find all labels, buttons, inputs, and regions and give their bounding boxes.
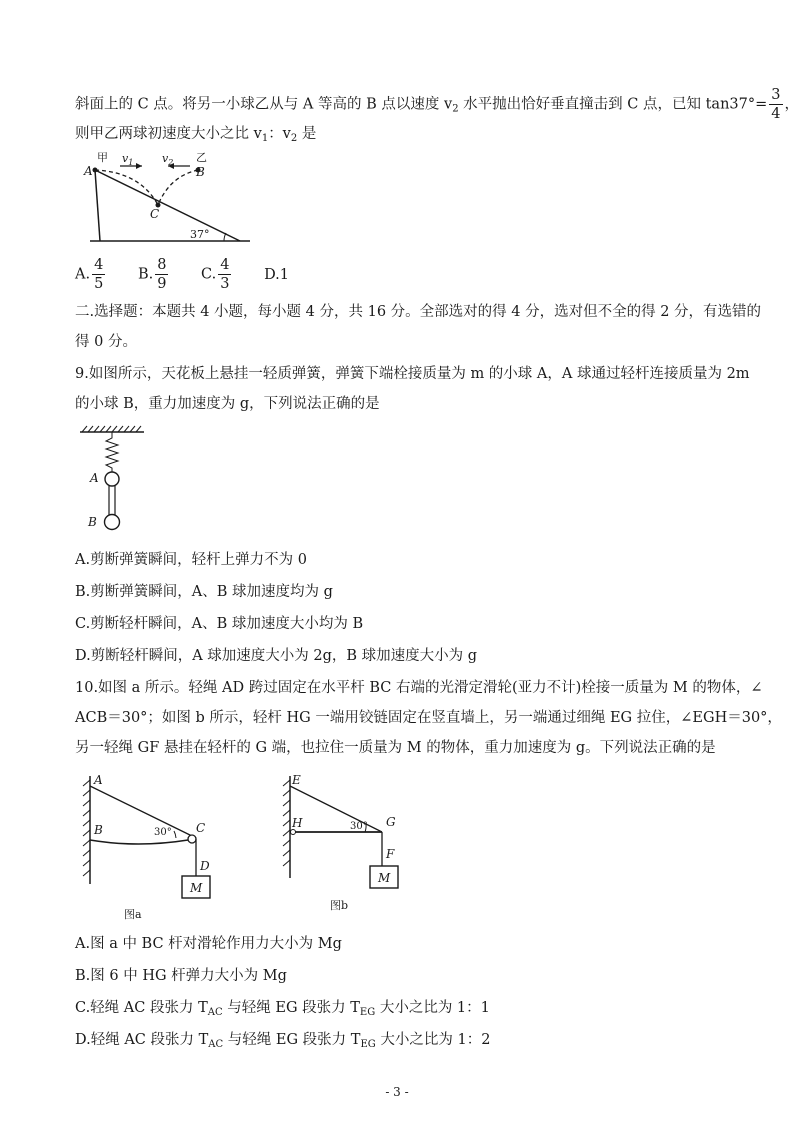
label-H: H bbox=[292, 816, 303, 830]
q8-line-1: 斜面上的 C 点。将另一小球乙从与 A 等高的 B 点以速度 $v_2$ 水平抛出恰好垂直撞击到 C 点，已知 tan37°= $\frac{3}{4}$ ， bbox=[75, 87, 799, 122]
q8-option-b: B. $\frac{8}{9}$ bbox=[137, 257, 167, 292]
q10-line-3: 另一轻绳 GF 悬挂在轻杆的 G 端，也拉住一质量为 M 的物体，重力加速度为 g。下列说法正确的是 bbox=[75, 740, 716, 756]
q9-option-a: A.剪断弹簧瞬间，轻杆上弹力不为 0 bbox=[75, 552, 307, 568]
label-A: A bbox=[84, 164, 93, 178]
caption-a: 图a bbox=[124, 908, 142, 921]
q10-option-d: D.轻绳 AC 段张力 $T_{AC}$ 与轻绳 EG 段张力 $T_{EG}$ 大小之比为 1：2 bbox=[75, 1032, 491, 1050]
q10-figure-a bbox=[78, 772, 238, 924]
label-A: A bbox=[94, 773, 103, 787]
q9-line-1: 9.如图所示，天花板上悬挂一轻质弹簧，弹簧下端栓接质量为 m 的小球 A，A 球通过轻杆连接质量为 2m bbox=[75, 366, 750, 382]
section2-line-2: 得 0 分。 bbox=[75, 334, 137, 350]
q9-spring-figure bbox=[80, 424, 160, 536]
q10-figure-b bbox=[278, 772, 408, 912]
section2-line-1: 二.选择题：本题共 4 小题，每小题 4 分，共 16 分。全部选对的得 4 分，选对但不全的得 2 分，有选错的 bbox=[75, 304, 762, 320]
label-A: A bbox=[90, 471, 99, 485]
label-G: G bbox=[386, 815, 396, 829]
q10-option-a: A.图 a 中 BC 杆对滑轮作用力大小为 Mg bbox=[75, 936, 342, 952]
q10-line-2: ACB＝30°；如图 b 所示，轻杆 HG 一端用铰链固定在竖直墙上，另一端通过细绳 EG 拉住，∠EGH＝30°， bbox=[75, 710, 782, 726]
q9-option-d: D.剪断轻杆瞬间，A 球加速度大小为 2g，B 球加速度大小为 g bbox=[75, 648, 478, 664]
label-D: D bbox=[200, 859, 210, 873]
q8-options bbox=[75, 256, 315, 293]
q8-option-c: C. $\frac{4}{3}$ bbox=[201, 257, 230, 292]
q8-line-2: 则甲乙两球初速度大小之比 $v_1$：$v_2$ 是 bbox=[75, 126, 317, 144]
q10-line-1: 10.如图 a 所示。轻绳 AD 跨过固定在水平杆 BC 右端的光滑定滑轮(亚力不计)栓接一质量为 M 的物体，∠ bbox=[75, 680, 763, 696]
label-30deg: 30° bbox=[350, 821, 368, 832]
label-v1: $v_1$ bbox=[122, 152, 134, 167]
label-yi: 乙 bbox=[196, 151, 207, 164]
label-C: C bbox=[150, 207, 160, 221]
q8-option-a: A. $\frac{4}{5}$ bbox=[75, 257, 104, 292]
q9-line-2: 的小球 B，重力加速度为 g，下列说法正确的是 bbox=[75, 396, 380, 412]
label-B: B bbox=[196, 165, 205, 179]
label-B: B bbox=[94, 823, 103, 837]
q9-option-c: C.剪断轻杆瞬间，A、B 球加速度大小均为 B bbox=[75, 616, 364, 632]
label-v2: $v_2$ bbox=[162, 152, 174, 167]
label-M: M bbox=[190, 881, 203, 895]
q8-projectile-figure bbox=[80, 148, 260, 248]
label-37deg: 37° bbox=[190, 228, 210, 241]
label-B: B bbox=[88, 515, 97, 529]
page-number: - 3 - bbox=[385, 1085, 409, 1099]
tan-fraction: $\frac{3}{4}$ bbox=[771, 87, 781, 122]
label-F: F bbox=[386, 847, 395, 861]
label-30deg: 30° bbox=[154, 827, 172, 838]
q10-option-c: C.轻绳 AC 段张力 $T_{AC}$ 与轻绳 EG 段张力 $T_{EG}$ 大小之比为 1：1 bbox=[75, 1000, 490, 1018]
label-M: M bbox=[378, 871, 391, 885]
q9-option-b: B.剪断弹簧瞬间，A、B 球加速度均为 g bbox=[75, 584, 333, 600]
label-jia: 甲 bbox=[97, 151, 108, 164]
q10-option-b: B.图 6 中 HG 杆弹力大小为 Mg bbox=[75, 968, 287, 984]
label-E: E bbox=[292, 773, 301, 787]
label-C: C bbox=[196, 821, 206, 835]
q8-option-d: D.1 bbox=[264, 266, 290, 283]
caption-b: 图b bbox=[330, 899, 349, 912]
